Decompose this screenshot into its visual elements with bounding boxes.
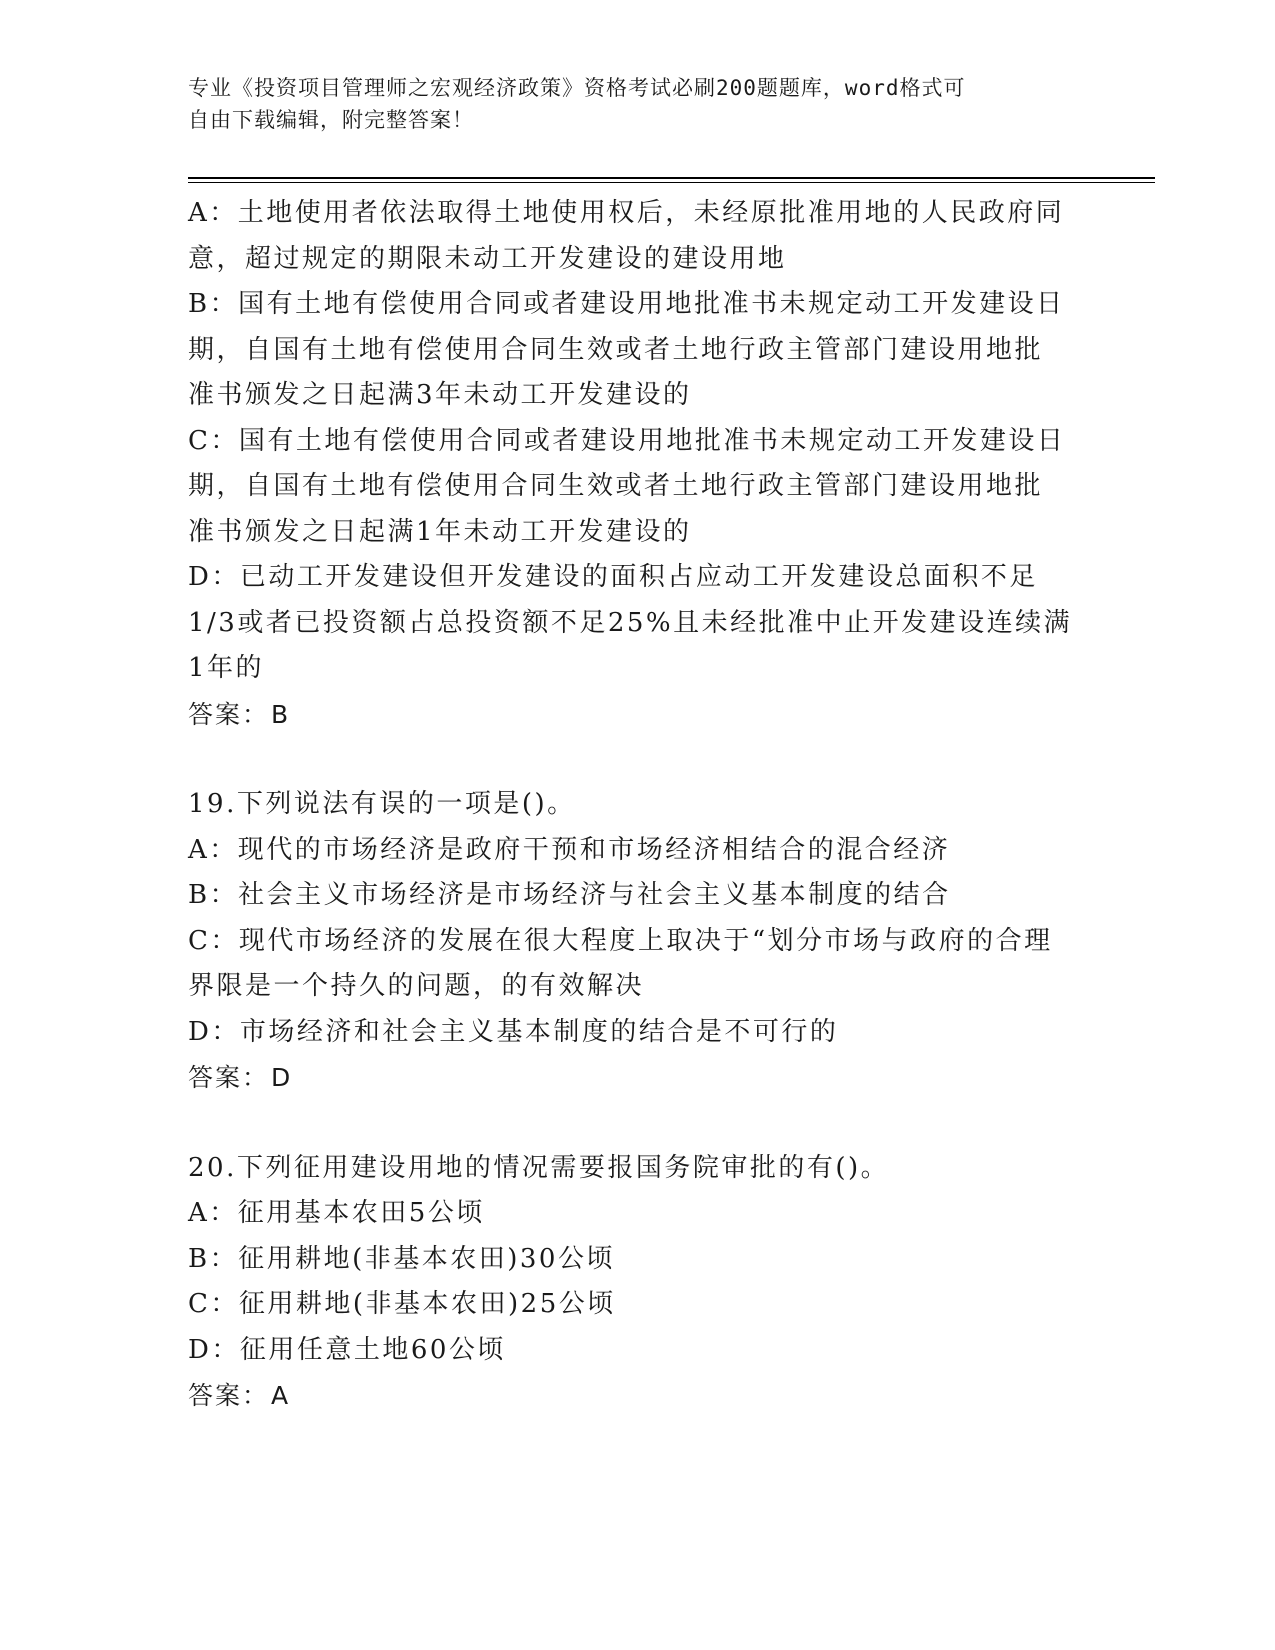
q18-answer: [188, 692, 1088, 738]
q20-option-b: B：征用耕地(非基本农田)30公顷: [188, 1243, 615, 1274]
answer-label: 答案：: [188, 699, 270, 729]
q18-option-c-line-1: C：国有土地有偿使用合同或者建设用地批准书未规定动工开发建设日: [188, 425, 1066, 456]
q20-option-d: D：征用任意土地60公顷: [188, 1334, 506, 1365]
q18-option-d-line-2: 1/3或者已投资额占总投资额不足25%且未经批准中止开发建设连续满: [188, 607, 1073, 638]
q20-option-c: C：征用耕地(非基本农田)25公顷: [188, 1289, 616, 1319]
q19-option-c-line-2: 界限是一个持久的问题，的有效解决: [188, 971, 645, 1001]
q18-option-c-line-3: 准书颁发之日起满1年未动工开发建设的: [188, 516, 692, 547]
answer-label: 答案：: [188, 1381, 270, 1410]
header-divider-thick: [188, 177, 1155, 179]
answer-value: D: [271, 1063, 293, 1092]
question-20: [188, 1146, 1088, 1419]
q18-option-b-line-1: B：国有土地有偿使用合同或者建设用地批准书未规定动工开发建设日: [188, 289, 1065, 319]
q19-question-text: 19.下列说法有误的一项是()。: [188, 789, 576, 819]
q18-option-a-line-1: A：土地使用者依法取得土地使用权后，未经原批准用地的人民政府同: [188, 198, 1065, 228]
q18-option-b-line-2: 期，自国有土地有偿使用合同生效或者土地行政主管部门建设用地批: [188, 334, 1044, 365]
answer-value: A: [271, 1381, 291, 1410]
q20-option-a: A：征用基本农田5公顷: [188, 1198, 485, 1228]
q18-option-b-line-3: 准书颁发之日起满3年未动工开发建设的: [188, 380, 692, 410]
header-title-line-2: 自由下载编辑，附完整答案！: [188, 108, 474, 132]
spacer: [188, 1101, 1088, 1146]
q19-option-c-line-1: C：现代市场经济的发展在很大程度上取决于“划分市场与政府的合理: [188, 925, 1053, 956]
q19-option-a: A：现代的市场经济是政府干预和市场经济相结合的混合经济: [188, 834, 951, 865]
answer-label: 答案：: [188, 1063, 270, 1092]
q20-answer: [188, 1373, 1088, 1419]
answer-value: B: [271, 699, 291, 729]
header-divider-thin: [188, 182, 1155, 183]
q20-question-text: 20.下列征用建设用地的情况需要报国务院审批的有()。: [188, 1152, 890, 1183]
q19-option-d: D：市场经济和社会主义基本制度的结合是不可行的: [188, 1016, 839, 1047]
question-18-options: [188, 191, 1088, 737]
q18-option-a-line-2: 意，超过规定的期限未动工开发建设的建设用地: [188, 243, 787, 274]
q18-option-c-line-2: 期，自国有土地有偿使用合同生效或者土地行政主管部门建设用地批: [188, 471, 1044, 501]
document-body: [188, 191, 1088, 1419]
question-19: [188, 782, 1088, 1101]
header-title-line-1: 专业《投资项目管理师之宏观经济政策》资格考试必刷200题题库，word格式可: [188, 76, 966, 100]
q18-option-d-line-3: 1年的: [188, 653, 265, 683]
q19-answer: [188, 1055, 1088, 1101]
q18-option-d-line-1: D：已动工开发建设但开发建设的面积占应动工开发建设总面积不足: [188, 562, 1038, 592]
q19-option-b: B：社会主义市场经济是市场经济与社会主义基本制度的结合: [188, 880, 951, 910]
page-header: [188, 72, 1068, 136]
spacer: [188, 737, 1088, 782]
